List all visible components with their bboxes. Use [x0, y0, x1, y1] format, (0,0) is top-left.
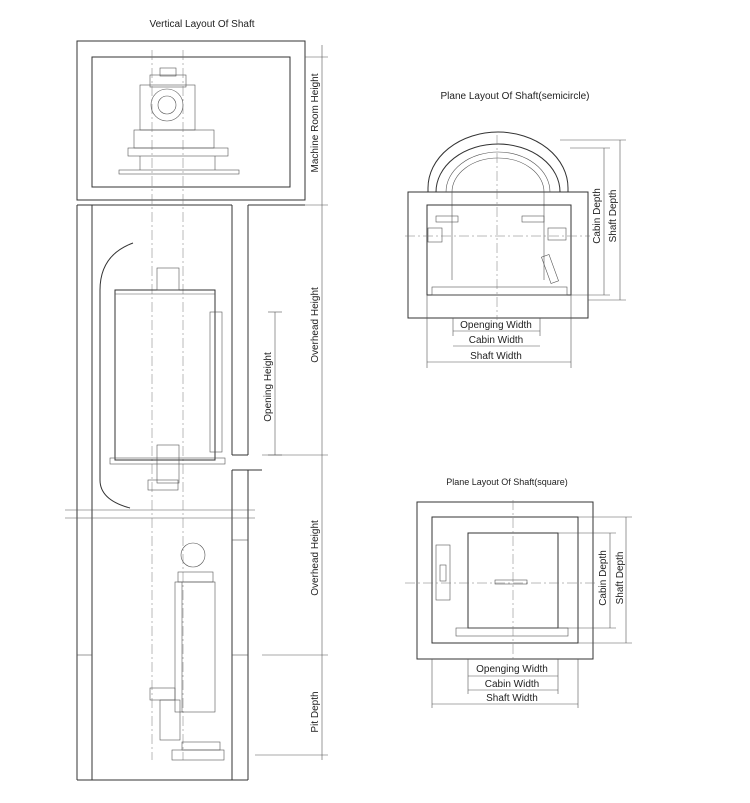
square-shaft [405, 500, 598, 662]
semicircle-opening-width-label: Openging Width [460, 320, 532, 331]
square-opening-width-label: Openging Width [476, 664, 548, 675]
semicircle-shaft-width-label: Shaft Width [470, 351, 522, 362]
semicircle-layout-title: Plane Layout Of Shaft(semicircle) [440, 91, 590, 102]
machine-room [77, 41, 305, 200]
semicircle-shaft-depth-label: Shaft Depth [608, 189, 619, 243]
square-cabin-width-label: Cabin Width [484, 679, 540, 690]
square-shaft-depth-label: Shaft Depth [615, 551, 626, 605]
overhead-height-label-upper: Overhead Height [310, 287, 321, 363]
machine-room-height-label: Machine Room Height [310, 73, 321, 173]
overhead-height-label-lower: Overhead Height [310, 520, 321, 596]
square-layout-title: Plane Layout Of Shaft(square) [446, 477, 568, 487]
hoistway-upper [65, 205, 305, 780]
hydraulic-cylinder [150, 543, 224, 760]
vertical-layout-title: Vertical Layout Of Shaft [149, 19, 255, 30]
semicircle-cabin-depth-label: Cabin Depth [592, 188, 603, 244]
pit-depth-label: Pit Depth [310, 691, 321, 733]
traction-machine [119, 68, 239, 174]
semicircle-dimension-lines [427, 140, 626, 368]
semicircle-shaft [405, 132, 590, 320]
semicircle-cabin-width-label: Cabin Width [468, 335, 524, 346]
square-shaft-width-label: Shaft Width [486, 693, 538, 704]
opening-height-label: Opening Height [263, 352, 274, 422]
square-cabin-depth-label: Cabin Depth [598, 550, 609, 606]
cabin [100, 243, 225, 508]
